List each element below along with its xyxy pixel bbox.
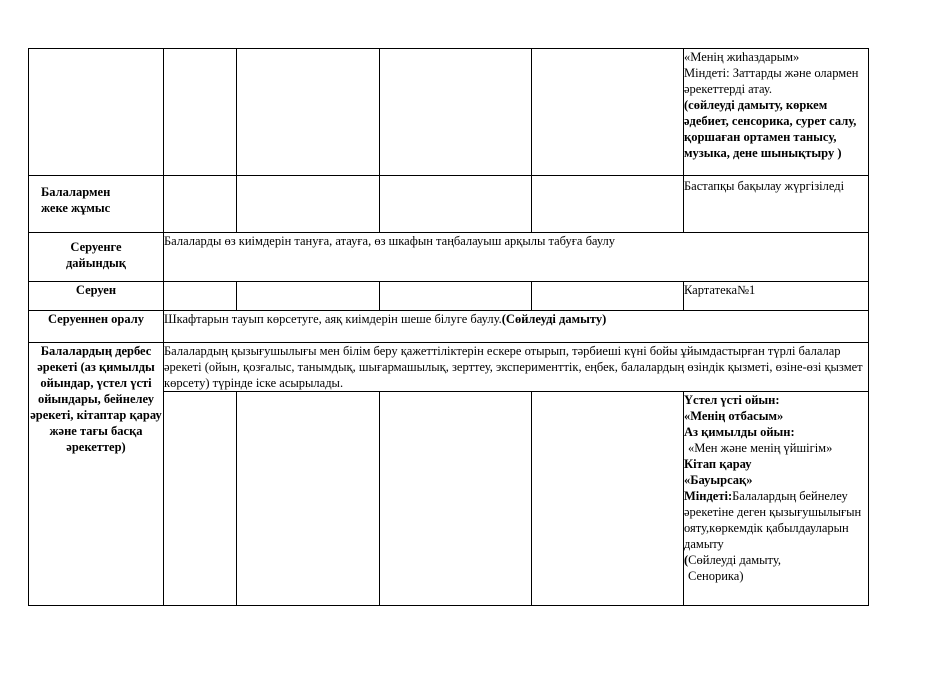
row-label-return: Серуеннен оралу — [29, 311, 164, 343]
monday-cell — [164, 392, 237, 606]
monday-cell — [164, 282, 237, 311]
friday-cell — [684, 282, 869, 311]
table-row — [29, 176, 869, 233]
game-heading: Аз қимылды ойын: — [684, 425, 795, 439]
daily-plan-table — [28, 48, 869, 606]
book-heading: Кітап қарау — [684, 457, 752, 471]
table-row — [29, 343, 869, 392]
activity-areas: (сөйлеуді дамыту, көркем әдебиет, сенсорика, сурет салу, қоршаған ортамен танысу, музыка, дене шынықтыру ) — [684, 98, 857, 160]
tuesday-cell — [237, 392, 380, 606]
return-content: Шкафтарын тауып көрсетуге, аяқ киімдерін шеше білуге баулу.(Сөйлеуді дамыту) — [164, 311, 869, 343]
game-title: «Мен және менің үйшігім» — [688, 441, 833, 455]
thursday-cell — [532, 282, 684, 311]
activity-areas: Сенорика) — [688, 569, 744, 583]
activity-task: Міндеті: Заттарды және олармен әрекеттерді атау. — [684, 66, 859, 96]
card-file-text: Картатека№1 — [684, 283, 756, 297]
row-label-cell — [29, 49, 164, 176]
walk-prep-content: Балаларды өз киімдерін тануға, атауға, өз шкафын таңбалауыш арқылы табуға баулу — [164, 233, 869, 282]
tuesday-cell — [237, 282, 380, 311]
book-title: «Бауырсақ» — [684, 473, 753, 487]
activity-task: Міндеті:Балалардың бейнелеу әрекетіне деген қызығушылығын ояту,көркемдік қабылдауларын дамыту — [684, 489, 862, 551]
table-row — [29, 233, 869, 282]
observation-text: Бастапқы бақылау жүргізіледі — [684, 179, 845, 193]
monday-cell — [164, 176, 237, 233]
wednesday-cell — [380, 49, 532, 176]
thursday-cell — [532, 176, 684, 233]
activity-title: «Менің жиһаздарым» — [684, 50, 800, 64]
friday-cell — [684, 49, 869, 176]
game-heading: Үстел үсті ойын: — [684, 393, 780, 407]
thursday-cell — [532, 49, 684, 176]
row-label-individual-work: Балалармен жеке жұмыс — [29, 176, 164, 233]
tuesday-cell — [237, 176, 380, 233]
independent-activity-content: Балалардың қызығушылығы мен білім беру қажеттіліктерін ескере отырып, тәрбиеші күні бойы ұйымдастырған түрлі балалар әрекеті (ойын, қозғалыс, танымдық, шығармашылық, зерттеу, эксперименттік, еңбек, балалардың өзіндік қызметі, өзіне-өзі қызмет көрсету) түрінде іске асырылады. — [164, 343, 869, 392]
row-label-walk: Серуен — [29, 282, 164, 311]
wednesday-cell — [380, 282, 532, 311]
activity-areas: (Сөйлеуді дамыту, — [684, 553, 781, 567]
wednesday-cell — [380, 176, 532, 233]
wednesday-cell — [380, 392, 532, 606]
row-label-walk-prep: Серуенге дайындық — [29, 233, 164, 282]
table-row — [29, 49, 869, 176]
tuesday-cell — [237, 49, 380, 176]
row-label-independent-activity: Балалардың дербес әрекеті (аз қимылды ойындар, үстел үсті ойындары, бейнелеу әрекеті, кітаптар қарау және тағы басқа әрекеттер) — [29, 343, 164, 606]
table-row — [29, 282, 869, 311]
thursday-cell — [532, 392, 684, 606]
monday-cell — [164, 49, 237, 176]
friday-cell — [684, 176, 869, 233]
game-title: «Менің отбасым» — [684, 409, 784, 423]
table-row — [29, 311, 869, 343]
friday-cell — [684, 392, 869, 606]
